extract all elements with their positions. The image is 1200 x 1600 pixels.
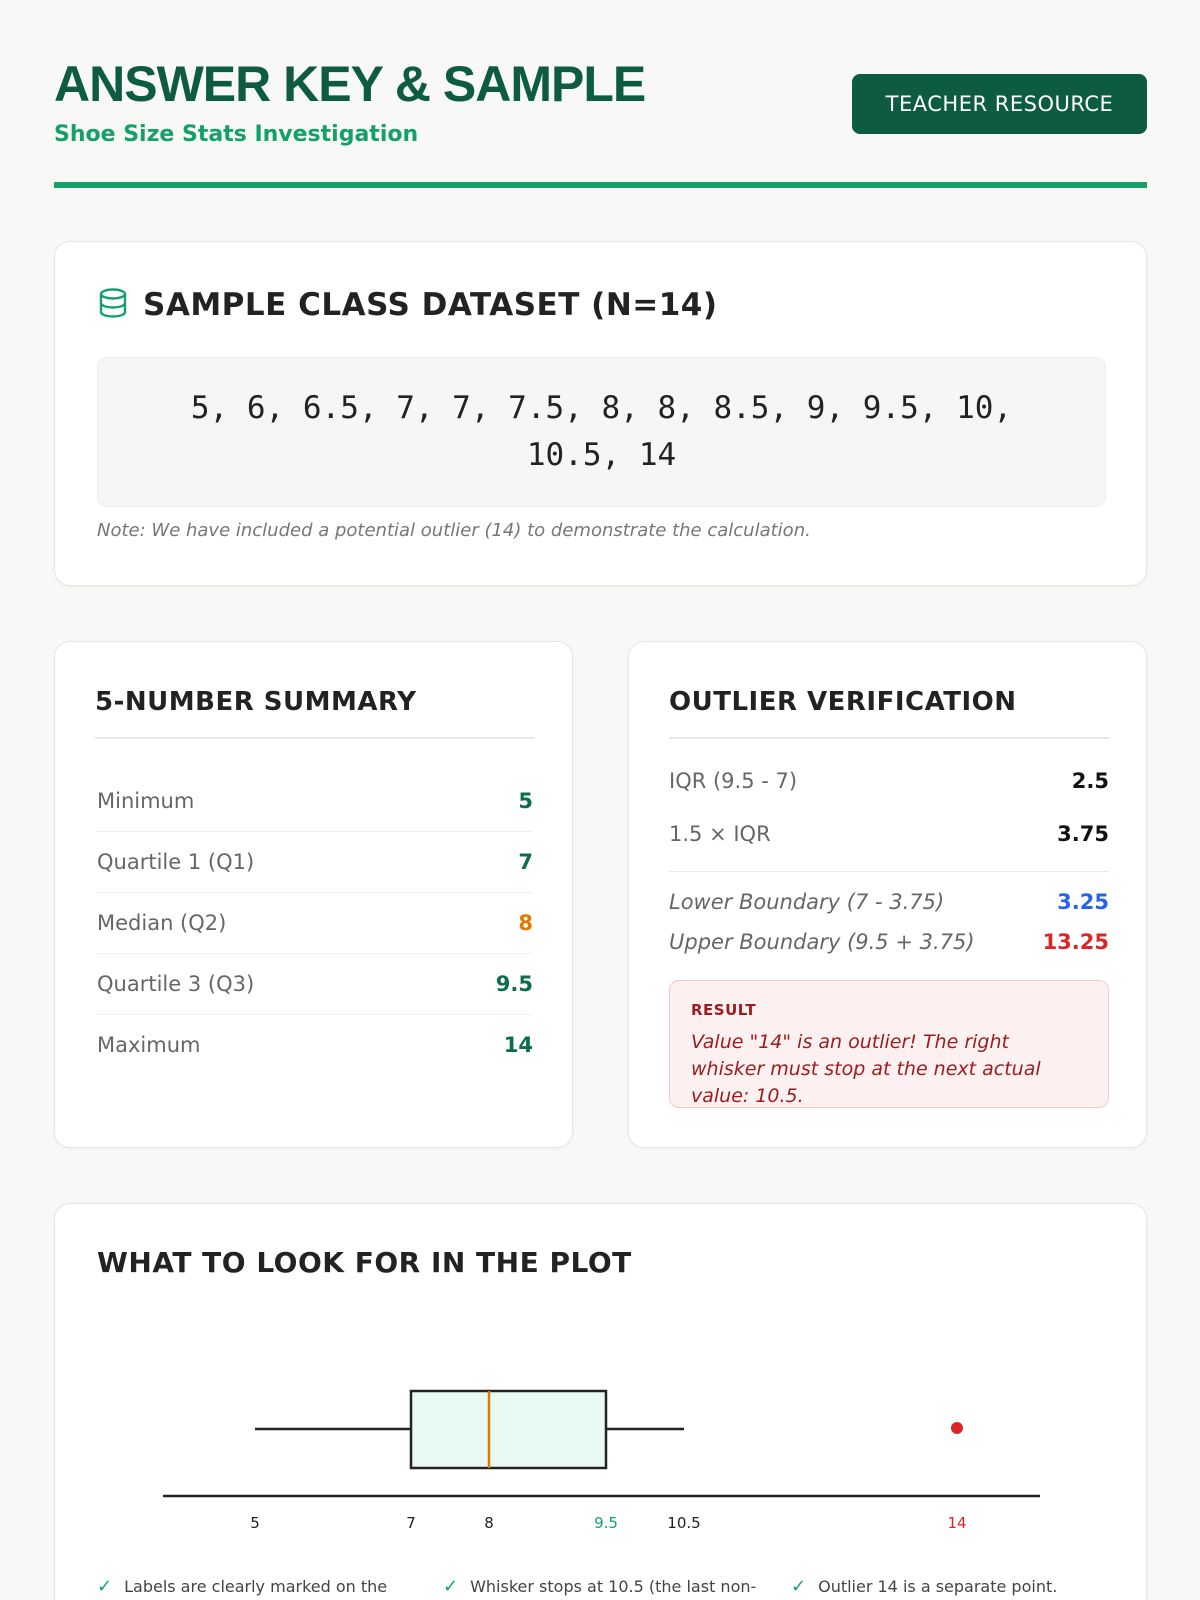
dataset-values [97, 357, 1106, 507]
upper-boundary-value: 13.25 [1042, 930, 1109, 954]
iqr15-row [669, 822, 1109, 846]
summary-label: Maximum [97, 1033, 201, 1057]
summary-label: Quartile 1 (Q1) [97, 849, 255, 874]
summary-row [97, 831, 533, 893]
summary-label: Median (Q2) [97, 910, 227, 935]
tick-label: 9.5 [594, 1514, 618, 1532]
summary-value: 9.5 [495, 971, 533, 996]
checklist-item-text: Whisker stops at 10.5 (the last non- [470, 1577, 757, 1596]
plot-title: WHAT TO LOOK FOR IN THE PLOT [97, 1246, 632, 1279]
check-icon: ✓ [97, 1576, 113, 1597]
checklist-item [97, 1576, 387, 1597]
tick-label: 8 [484, 1514, 494, 1532]
page-subtitle: Shoe Size Stats Investigation [54, 122, 419, 147]
summary-value: 7 [518, 849, 533, 874]
result-text: Value "14" is an outlier! The right whisker must stop at the next actual value: 10.5. [691, 1031, 1041, 1107]
tick-label: 5 [250, 1514, 260, 1532]
page-title: ANSWER KEY & SAMPLE [54, 56, 646, 112]
summary-value: 8 [518, 910, 533, 935]
summary-value: 5 [518, 788, 533, 813]
box-plot [55, 1204, 1148, 1564]
tick-label: 14 [947, 1514, 967, 1532]
result-label: RESULT [691, 1001, 757, 1019]
upper-boundary-row [669, 930, 1109, 954]
five-number-summary-card [54, 641, 573, 1148]
iqr-box [411, 1391, 606, 1468]
lower-boundary-label: Lower Boundary (7 - 3.75) [669, 890, 945, 914]
lower-boundary-row [669, 890, 1109, 914]
outlier-title: OUTLIER VERIFICATION [669, 687, 1109, 739]
summary-row [97, 892, 533, 954]
result-box [669, 980, 1109, 1108]
outlier-point [951, 1422, 963, 1434]
summary-row [97, 770, 533, 832]
divider [669, 871, 1109, 872]
lower-boundary-value: 3.25 [1057, 890, 1109, 914]
dataset-title: SAMPLE CLASS DATASET (N=14) [143, 287, 718, 323]
check-icon: ✓ [791, 1576, 807, 1597]
dataset-line-1: 5, 6, 6.5, 7, 7, 7.5, 8, 8, 8.5, 9, 9.5, 10, [190, 390, 1013, 426]
teacher-resource-badge: TEACHER RESOURCE [852, 74, 1147, 134]
iqr-row [669, 769, 1109, 793]
iqr15-value: 3.75 [1057, 822, 1109, 846]
summary-row [97, 1014, 533, 1076]
tick-label: 10.5 [667, 1514, 701, 1532]
summary-value: 14 [503, 1033, 533, 1057]
checklist-item [791, 1576, 1057, 1597]
summary-label: Minimum [97, 788, 195, 813]
checklist-item [443, 1576, 756, 1597]
iqr-label: IQR (9.5 - 7) [669, 769, 798, 793]
iqr-value: 2.5 [1071, 769, 1109, 793]
checklist-item-text: Labels are clearly marked on the [124, 1577, 388, 1596]
dataset-card [54, 241, 1147, 586]
dataset-note: Note: We have included a potential outlier (14) to demonstrate the calculation. [97, 520, 811, 541]
upper-boundary-label: Upper Boundary (9.5 + 3.75) [669, 930, 975, 954]
outlier-verification-card [628, 641, 1147, 1148]
page-header [54, 54, 1147, 188]
checklist-item-text: Outlier 14 is a separate point. [818, 1577, 1058, 1596]
summary-title: 5-NUMBER SUMMARY [95, 687, 535, 739]
database-icon [97, 287, 129, 319]
summary-label: Quartile 3 (Q3) [97, 971, 255, 996]
tick-label: 7 [406, 1514, 416, 1532]
check-icon: ✓ [443, 1576, 459, 1597]
plot-card [54, 1203, 1147, 1600]
summary-row [97, 953, 533, 1015]
iqr15-label: 1.5 × IQR [669, 822, 771, 846]
dataset-line-2: 10.5, 14 [526, 437, 677, 473]
